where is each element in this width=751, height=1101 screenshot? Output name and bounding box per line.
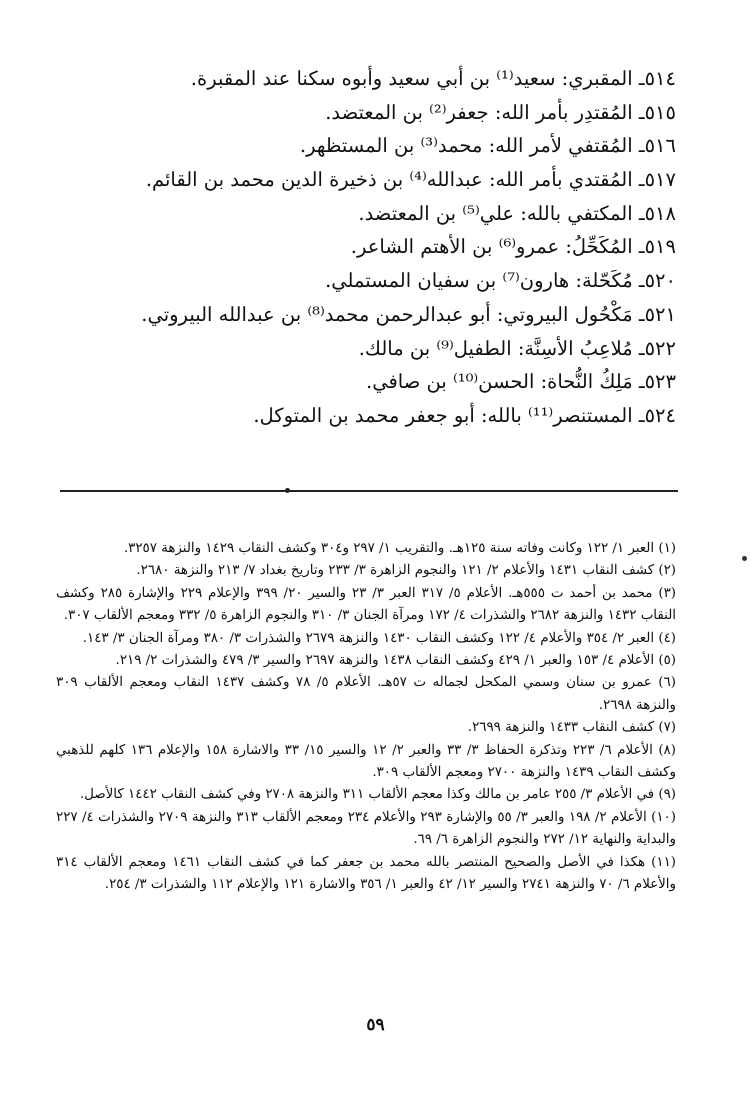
page-number: ٥٩ (366, 1015, 385, 1035)
entry-515: ٥١٥ـ المُقتدِر بأمر الله: جعفر⁽²⁾ بن المعتضد. (325, 100, 676, 124)
footnote-10: (١٠) الأعلام ٢/ ١٩٨ والعبر ٣/ ٥٥ والإشارة ٢٩٣ والأعلام ٢٣٤ ومعجم الألقاب ٣١٣ والنزهة ٢٧٠٩ والشذرات ٤/ ٢٢٧ والبداية والنهاية ١٢/ ٢٧٢ والنجوم الزاهرة ٦/ ٦٩. (56, 809, 676, 848)
entry-523: ٥٢٣ـ مَلِكُ النُّحاة: الحسن⁽¹⁰⁾ بن صافي. (366, 370, 676, 394)
footnote-9: (٩) في الأعلام ٣/ ٢٥٥ عامر بن مالك وكذا معجم الألقاب ٣١١ والنزهة ٢٧٠٨ وفي كشف النقاب ١٤٤٢ كالأصل. (79, 787, 676, 803)
entry-522: ٥٢٢ـ مُلاعِبُ الأسِنَّة: الطفيل⁽⁹⁾ بن مالك. (358, 336, 676, 360)
margin-mark (742, 556, 747, 561)
entry-521: ٥٢١ـ مَكْحُول البيروتي: أبو عبدالرحمن محمد⁽⁸⁾ بن عبدالله البيروتي. (141, 302, 676, 326)
footnote-6: (٦) عمرو بن سنان وسمي المكحل لجماله ت ٥٧هـ. الأعلام ٥/ ٧٨ وكشف ١٤٣٧ النقاب ومعجم الألقاب ٣٠٩ والنزهة ٢٦٩٨. (56, 675, 676, 713)
footnote-3: (٣) محمد بن أحمد ت ٥٥٥هـ. الأعلام ٥/ ٣١٧ العبر ٣/ ٢٣ والسير ٢٠/ ٣٩٩ والإعلام ٢٢٩ والإشارة ٢٨٥ وكشف النقاب ١٤٣٢ والنزهة ٢٦٨٢ والشذرات ٤/ ١٧٢ ومرآة الجنان ٣/ ٣١٠ والنجوم الزاهرة ٥/ ٣٣٢ ومعجم الألقاب ٣٠٧. (56, 585, 676, 624)
entry-list (66, 62, 676, 433)
footnote-2: (٢) كشف النقاب ١٤٣١ والأعلام ٢/ ١٢١ والنجوم الزاهرة ٣/ ٢٣٣ وتاريخ بغداد ٧/ ٢١٣ والنزهة ٢٦٨٠. (136, 563, 676, 579)
footnote-8: (٨) الأعلام ٦/ ٢٢٣ وتذكرة الحفاظ ٣/ ٣٣ والعبر ٢/ ١٢ والسير ١٥/ ٣٣ والاشارة ١٥٨ والإعلام ١٣٦ كلهم للذهبي وكشف النقاب ١٤٣٩ والنزهة ٢٧٠٠ ومعجم الألقاب ٣٠٩. (56, 742, 676, 781)
entry-514: ٥١٤ـ المقبري: سعيد⁽¹⁾ بن أبي سعيد وأبوه سكنا عند المقبرة. (190, 67, 676, 90)
divider-dot (285, 488, 290, 493)
entry-524: ٥٢٤ـ المستنصر⁽¹¹⁾ بالله: أبو جعفر محمد بن المتوكل. (253, 403, 676, 427)
entry-520: ٥٢٠ـ مُكَحّلة: هارون⁽⁷⁾ بن سفيان المستملي. (325, 269, 676, 293)
footnote-list (56, 538, 676, 897)
footnote-1: (١) العبر ١/ ١٢٢ وكانت وفاته سنة ١٢٥هـ. والتقريب ١/ ٢٩٧ و٣٠٤ وكشف النقاب ١٤٢٩ والنزهة ٣٢٥٧. (123, 541, 676, 556)
footnote-7: (٧) كشف النقاب ١٤٣٣ والنزهة ٢٦٩٩. (467, 720, 676, 736)
entry-518: ٥١٨ـ المكتفي بالله: علي⁽⁵⁾ بن المعتضد. (358, 201, 676, 225)
entry-516: ٥١٦ـ المُقتفي لأمر الله: محمد⁽³⁾ بن المستظهر. (299, 134, 676, 158)
footnote-divider (60, 490, 678, 492)
footnote-11: (١١) هكذا في الأصل والصحيح المنتصر بالله محمد بن جعفر كما في كشف النقاب ١٤٦١ ومعجم الألقاب ٣١٤ والأعلام ٦/ ٧٠ والنزهة ٢٧٤١ والسير ١٢/ ٤٢ والعبر ١/ ٣٥٦ والاشارة ١٢١ والإعلام ١١٢ والشذرات ٣/ ٢٥٤. (56, 854, 676, 893)
footnote-4: (٤) العبر ٢/ ٣٥٤ والأعلام ٤/ ١٢٢ وكشف النقاب ١٤٣٠ والنزهة ٢٦٧٩ والشذرات ٣/ ٣٨٠ ومرآة الجنان ٣/ ١٤٣. (82, 630, 676, 646)
footnote-5: (٥) الأعلام ٤/ ١٥٣ والعبر ١/ ٤٢٩ وكشف النقاب ١٤٣٨ والنزهة ٢٦٩٧ والسير ٣/ ٤٧٩ والشذرات ٢/ ٢١٩. (115, 653, 676, 669)
entry-519: ٥١٩ـ المُكَحِّلُ: عمرو⁽⁶⁾ بن الأهتم الشاعر. (350, 235, 676, 259)
entry-517: ٥١٧ـ المُقتدي بأمر الله: عبدالله⁽⁴⁾ بن ذخيرة الدين محمد بن القائم. (145, 168, 676, 192)
